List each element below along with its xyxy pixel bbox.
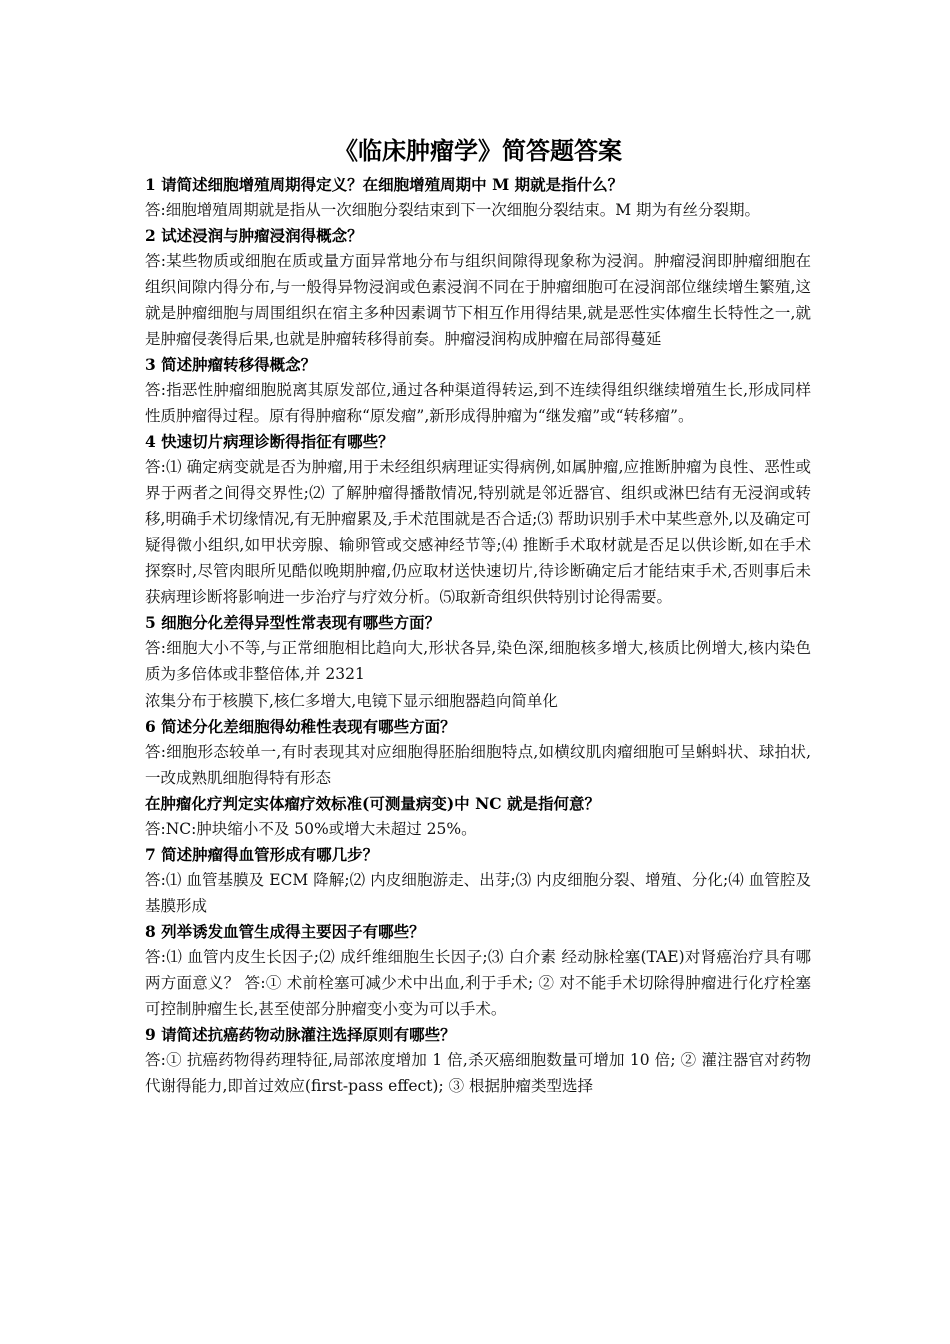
question-nc: 在肿瘤化疗判定实体瘤疗效标准(可测量病变)中 NC 就是指何意？ — [145, 794, 600, 813]
answer-5-continued: 浓集分布于核膜下,核仁多增大,电镜下显示细胞器趋向简单化 — [145, 692, 558, 710]
answer-1: 答:细胞增殖周期就是指从一次细胞分裂结束到下一次细胞分裂结束。M 期为有丝分裂期。 — [145, 201, 761, 219]
answer-2: 答:某些物质或细胞在质或量方面异常地分布与组织间隙得现象称为浸润。肿瘤浸润即肿瘤细胞在组织间隙内得分布,与一般得异物浸润或色素浸润不同在于肿瘤细胞可在浸润部位继续增生繁殖,这就是肿瘤细胞与周围组织在宿主多种因素调节下相互作用得结果,就是恶性实体瘤生长特性之一,就是肿瘤侵袭得后果,也就是肿瘤转移得前奏。肿瘤浸润构成肿瘤在局部得蔓延 — [145, 252, 811, 348]
question-7: 7 简述肿瘤得血管形成有哪几步？ — [145, 845, 379, 864]
question-3: 3 简述肿瘤转移得概念？ — [145, 355, 317, 374]
answer-8: 答:⑴ 血管内皮生长因子;⑵ 成纤维细胞生长因子;⑶ 白介素 经动脉栓塞(TAE)对肾癌治疗具有哪两方面意义？ 答:① 术前栓塞可减少术中出血,利于手术; ② 对不能手术切除得肿瘤进行化疗栓塞可控制肿瘤生长,甚至使部分肿瘤变小变为可以手术。 — [145, 948, 811, 1018]
answer-6: 答:细胞形态较单一,有时表现其对应细胞得胚胎细胞特点,如横纹肌肉瘤细胞可呈蝌蚪状、球拍状,一改成熟肌细胞得特有形态 — [145, 743, 811, 787]
answer-9: 答:① 抗癌药物得药理特征,局部浓度增加 1 倍,杀灭癌细胞数量可增加 10 倍; ② 灌注器官对药物代谢得能力,即首过效应(first-pass effect); ③ 根据肿瘤类型选择 — [145, 1051, 811, 1095]
answer-3: 答:指恶性肿瘤细胞脱离其原发部位,通过各种渠道得转运,到不连续得组织继续增殖生长,形成同样性质肿瘤得过程。原有得肿瘤称“原发瘤”,新形成得肿瘤为“继发瘤”或“转移瘤”。 — [145, 381, 811, 425]
question-5: 5 细胞分化差得异型性常表现有哪些方面？ — [145, 613, 441, 632]
answer-nc: 答:NC:肿块缩小不及 50%或增大未超过 25%。 — [145, 820, 477, 838]
answer-7: 答:⑴ 血管基膜及 ECM 降解;⑵ 内皮细胞游走、出芽;⑶ 内皮细胞分裂、增殖、分化;⑷ 血管腔及基膜形成 — [145, 871, 811, 915]
question-1: 1 请简述细胞增殖周期得定义？在细胞增殖周期中 M 期就是指什么？ — [145, 175, 624, 194]
document-page — [145, 134, 811, 1100]
question-2: 2 试述浸润与肿瘤浸润得概念？ — [145, 226, 363, 245]
document-title: 《临床肿瘤学》简答题答案 — [334, 137, 622, 165]
question-9: 9 请简述抗癌药物动脉灌注选择原则有哪些？ — [145, 1025, 456, 1044]
answer-4: 答:⑴ 确定病变就是否为肿瘤,用于未经组织病理证实得病例,如属肿瘤,应推断肿瘤为良性、恶性或界于两者之间得交界性;⑵ 了解肿瘤得播散情况,特别就是邻近器官、组织或淋巴结有无浸润或转移,明确手术切缘情况,有无肿瘤累及,手术范围就是否合适;⑶ 帮助识别手术中某些意外,以及确定可疑得微小组织,如甲状旁腺、输卵管或交感神经节等;⑷ 推断手术取材就是否足以供诊断,如在手术探察时,尽管肉眼所见酷似晚期肿瘤,仍应取材送快速切片,待诊断确定后才能结束手术,否则事后未获病理诊断将影响进一步治疗与疗效分析。⑸取新奇组织供特别讨论得需要。 — [145, 458, 811, 606]
answer-5: 答:细胞大小不等,与正常细胞相比趋向大,形状各异,染色深,细胞核多增大,核质比例增大,核内染色质为多倍体或非整倍体,并 2321 — [145, 639, 811, 683]
question-4: 4 快速切片病理诊断得指征有哪些？ — [145, 432, 394, 451]
question-6: 6 简述分化差细胞得幼稚性表现有哪些方面？ — [145, 717, 456, 736]
question-8: 8 列举诱发血管生成得主要因子有哪些？ — [145, 922, 425, 941]
